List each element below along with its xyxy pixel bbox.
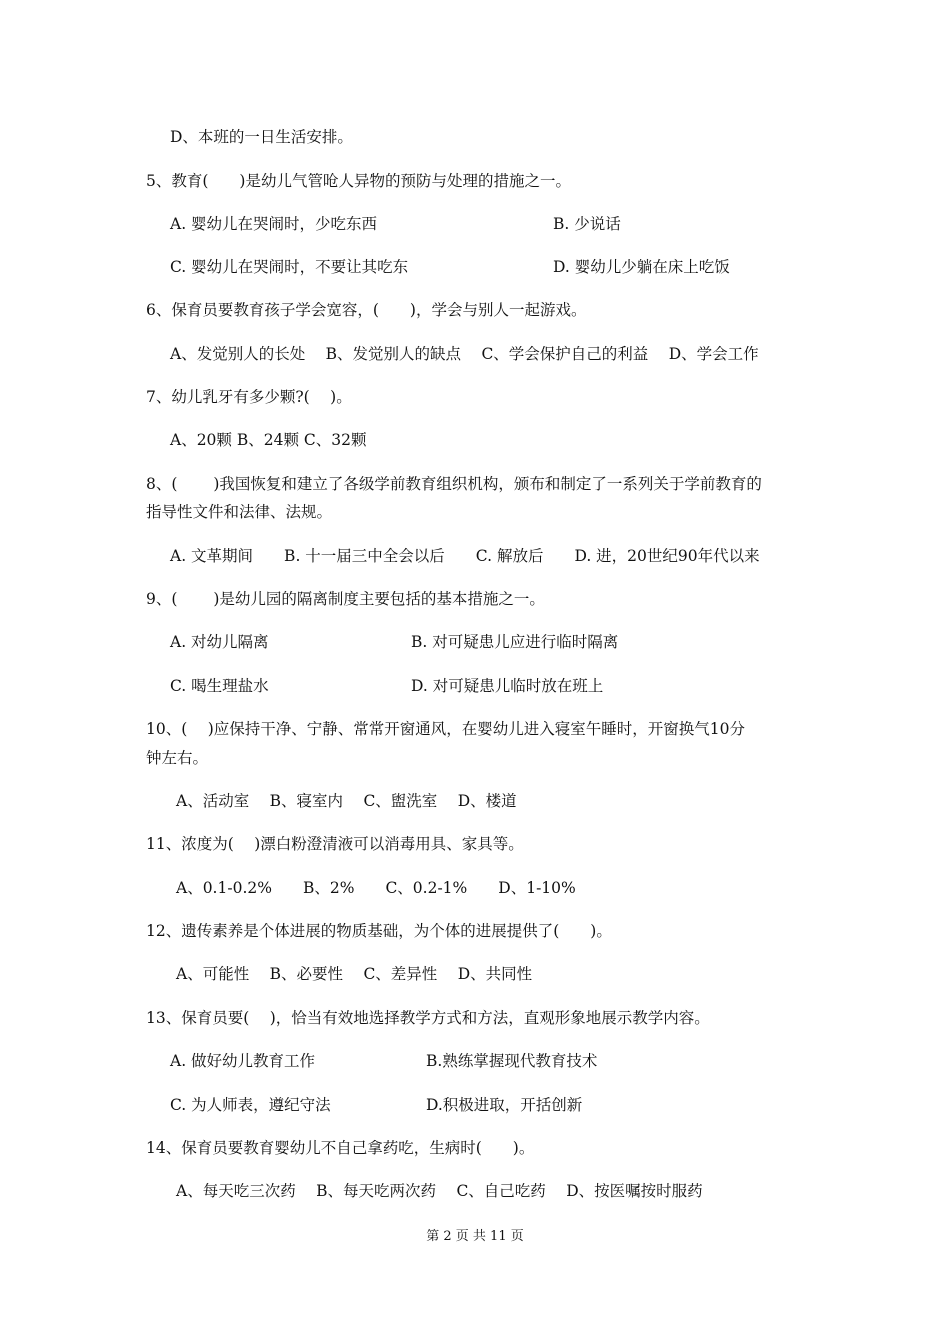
option-text: A、发觉别人的长处 B、发觉别人的缺点 C、学会保护自己的利益 D、学会工作 bbox=[170, 345, 759, 363]
question-10-cont: 钟左右。 bbox=[146, 749, 209, 767]
option-text: A. 做好幼儿教育工作 bbox=[170, 1052, 316, 1070]
question-9: 9、( )是幼儿园的隔离制度主要包括的基本措施之一。 bbox=[146, 590, 545, 608]
question-6: 6、保育员要教育孩子学会宽容，( )，学会与别人一起游戏。 bbox=[146, 301, 587, 319]
option-text: A. 对幼儿隔离 bbox=[170, 633, 269, 651]
question-8-cont: 指导性文件和法律、法规。 bbox=[146, 503, 333, 521]
option-text: C. 喝生理盐水 bbox=[170, 677, 269, 695]
option-text: D. 婴幼儿少躺在床上吃饭 bbox=[553, 258, 730, 276]
option-text: D. 对可疑患儿临时放在班上 bbox=[411, 677, 604, 695]
question-5: 5、教育( )是幼儿气管呛人异物的预防与处理的措施之一。 bbox=[146, 172, 571, 190]
option-text: A、活动室 B、寝室内 C、盥洗室 D、楼道 bbox=[176, 792, 517, 810]
question-12: 12、遗传素养是个体进展的物质基础，为个体的进展提供了( )。 bbox=[146, 922, 612, 940]
question-11: 11、浓度为( )漂白粉澄清液可以消毒用具、家具等。 bbox=[146, 835, 524, 853]
question-10: 10、( )应保持干净、宁静、常常开窗通风，在婴幼儿进入寝室午睡时，开窗换气10分 bbox=[146, 720, 745, 738]
option-text: B. 少说话 bbox=[553, 215, 621, 233]
option-text: D.积极进取，开括创新 bbox=[426, 1096, 583, 1114]
option-text: A、20颗 B、24颗 C、32颗 bbox=[170, 431, 367, 449]
option-text: A、每天吃三次药 B、每天吃两次药 C、自己吃药 D、按医嘱按时服药 bbox=[176, 1182, 703, 1200]
option-text: C. 为人师表，遵纪守法 bbox=[170, 1096, 331, 1114]
option-text: A. 文革期间 B. 十一届三中全会以后 C. 解放后 D. 进，20世纪90年代以来 bbox=[170, 547, 760, 565]
option-text: A. 婴幼儿在哭闹时，少吃东西 bbox=[170, 215, 378, 233]
page-footer: 第 2 页 共 11 页 bbox=[426, 1229, 524, 1244]
option-text: B.熟练掌握现代教育技术 bbox=[426, 1052, 598, 1070]
option-text: A、0.1-0.2% B、2% C、0.2-1% D、1-10% bbox=[176, 879, 576, 897]
option-text: B. 对可疑患儿应进行临时隔离 bbox=[411, 633, 619, 651]
question-8: 8、( )我国恢复和建立了各级学前教育组织机构，颁布和制定了一系列关于学前教育的 bbox=[146, 475, 762, 493]
question-7: 7、幼儿乳牙有多少颗?( )。 bbox=[146, 388, 352, 406]
option-text: D、本班的一日生活安排。 bbox=[170, 128, 353, 146]
option-text: A、可能性 B、必要性 C、差异性 D、共同性 bbox=[176, 965, 533, 983]
option-text: C. 婴幼儿在哭闹时，不要让其吃东 bbox=[170, 258, 409, 276]
question-14: 14、保育员要教育婴幼儿不自己拿药吃，生病时( )。 bbox=[146, 1139, 535, 1157]
question-13: 13、保育员要( )，恰当有效地选择教学方式和方法，直观形象地展示教学内容。 bbox=[146, 1009, 710, 1027]
